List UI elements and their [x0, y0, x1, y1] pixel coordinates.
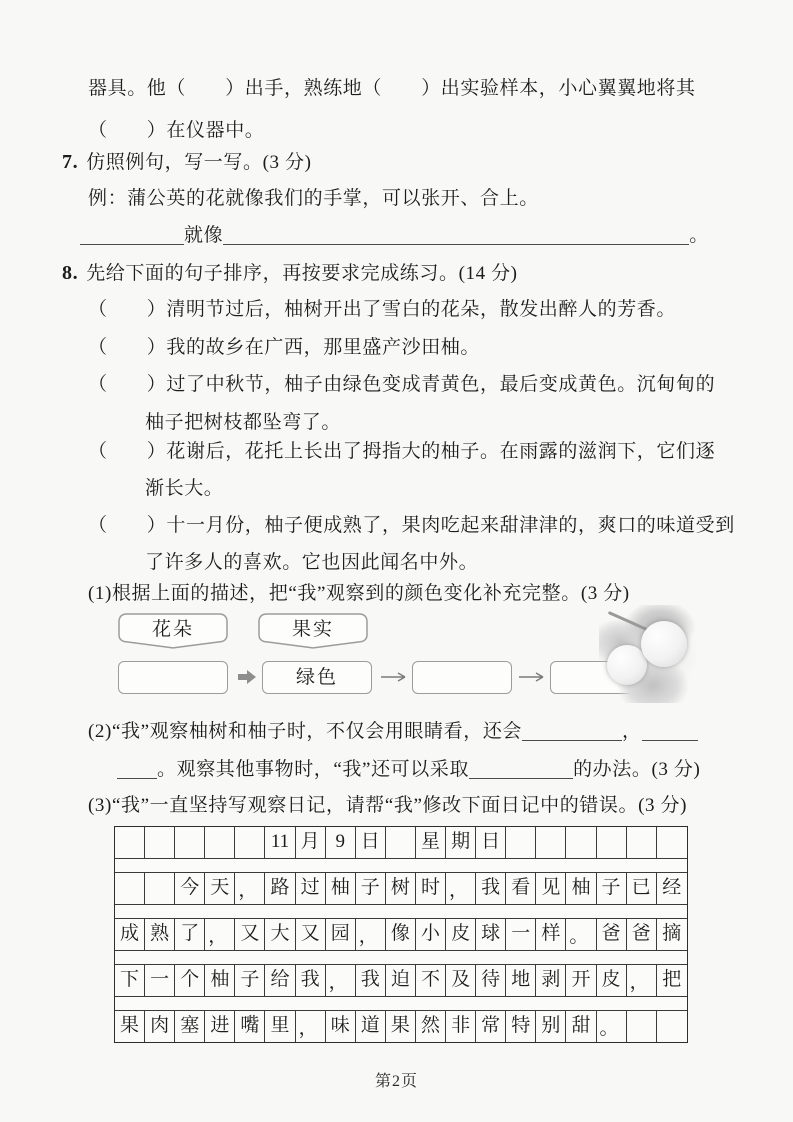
grid-cell	[597, 827, 627, 858]
page-number: 第2页	[374, 1073, 418, 1090]
grid-cell: 日	[476, 827, 506, 858]
grid-cell: 又	[235, 919, 265, 950]
grid-cell: 柚	[326, 873, 356, 904]
grid-cell: 皮	[597, 965, 627, 996]
banner-flower	[118, 613, 228, 649]
grid-cell: 我	[476, 873, 506, 904]
grid-cell	[627, 1011, 657, 1042]
bold-arrow-icon	[236, 668, 258, 686]
grid-cell: 像	[386, 919, 416, 950]
answer-blank	[522, 716, 622, 741]
arrow-icon	[380, 670, 408, 684]
grid-cell	[115, 827, 145, 858]
sentence-item: （ ）过了中秋节，柚子由绿色变成青黄色，最后变成黄色。沉甸甸的	[88, 374, 716, 395]
grid-cell	[657, 1011, 687, 1042]
grid-cell	[235, 827, 265, 858]
grid-cell	[506, 827, 536, 858]
sub-question-2-line-2	[117, 754, 700, 785]
question-7-fill-line	[80, 220, 709, 251]
grid-cell: 我	[296, 965, 326, 996]
grid-cell: ，	[205, 919, 235, 950]
grid-cell	[145, 827, 175, 858]
fill-period: 。	[689, 225, 709, 246]
question-8-header	[62, 258, 518, 289]
grid-cell: ，	[326, 965, 356, 996]
question-7-header	[62, 147, 312, 178]
grid-row	[115, 827, 687, 859]
grid-cell: 柚	[205, 965, 235, 996]
grid-cell: 摘	[662, 923, 682, 944]
grid-cell: 大	[265, 919, 295, 950]
grid-cell: 迫	[386, 965, 416, 996]
grid-spacer	[115, 905, 687, 919]
grid-cell: 剥	[536, 965, 566, 996]
grid-cell: 又	[296, 919, 326, 950]
grid-cell: 成	[115, 919, 145, 950]
question-7-title: 仿照例句，写一写。(3 分)	[86, 152, 312, 173]
grid-cell: 甜	[566, 1011, 596, 1042]
grid-cell: ，	[627, 965, 657, 996]
comma-separator: ，	[622, 721, 642, 742]
grid-row	[115, 1011, 687, 1042]
pomelo-fruit	[641, 621, 687, 667]
grid-cell: 柚	[566, 873, 596, 904]
grid-cell: 球	[476, 919, 506, 950]
banner-flower-label: 花朵	[151, 619, 194, 640]
grid-cell: 味	[326, 1011, 356, 1042]
grid-cell: 路	[265, 873, 295, 904]
answer-blank	[469, 754, 573, 779]
grid-cell	[657, 827, 687, 858]
grid-cell: 看	[506, 873, 536, 904]
grid-cell: ，	[356, 919, 386, 950]
sub-question-3-label: (3)“我”一直坚持写观察日记，请帮“我”修改下面日记中的错误。(3 分)	[88, 795, 687, 816]
question-7-number: 7.	[62, 151, 79, 173]
grid-cell: 爸	[627, 919, 657, 950]
grid-cell: 11	[265, 827, 295, 858]
grid-cell: 别	[536, 1011, 566, 1042]
grid-cell: 给	[265, 965, 295, 996]
grid-cell: 树	[386, 873, 416, 904]
sentence-item: （ ）花谢后，花托上长出了拇指大的柚子。在雨露的滋润下，它们逐	[88, 441, 716, 462]
answer-blank	[223, 220, 689, 245]
grid-cell: 经	[662, 877, 682, 898]
grid-row	[115, 919, 687, 951]
grid-cell: ，	[235, 873, 265, 904]
grid-cell: 把	[662, 969, 682, 990]
sentence-item: （ ）十一月份，柚子便成熟了，果肉吃起来甜津津的，爽口的味道受到	[88, 515, 735, 536]
grid-cell: 肉	[145, 1011, 175, 1042]
grid-cell: 嘴	[235, 1011, 265, 1042]
grid-spacer	[115, 997, 687, 1011]
grid-cell: 。	[566, 919, 596, 950]
grid-cell: ，	[296, 1011, 326, 1042]
question-7-example: 例：蒲公英的花就像我们的手掌，可以张开、合上。	[88, 188, 539, 209]
grid-cell: 道	[356, 1011, 386, 1042]
sentence-item-cont: 渐长大。	[145, 478, 224, 499]
grid-cell	[145, 873, 175, 904]
grid-cell: 进	[205, 1011, 235, 1042]
fill-connector: 就像	[184, 225, 224, 246]
grid-cell: 今	[175, 873, 205, 904]
grid-cell: 子	[597, 873, 627, 904]
grid-row	[115, 965, 687, 997]
intro-line-1: 器具。他（ ）出手，熟练地（ ）出实验样本，小心翼翼地将其	[88, 78, 696, 99]
grid-cell: 我	[356, 965, 386, 996]
grid-spacer	[115, 859, 687, 873]
grid-cell: 已	[627, 873, 657, 904]
sentence-item-cont: 了许多人的喜欢。它也因此闻名中外。	[145, 552, 479, 573]
grid-cell	[566, 827, 596, 858]
grid-cell	[205, 827, 235, 858]
grid-cell: 一	[145, 965, 175, 996]
grid-cell: 日	[356, 827, 386, 858]
grid-cell: 。	[597, 1011, 627, 1042]
grid-cell: 小	[416, 919, 446, 950]
grid-cell: 皮	[446, 919, 476, 950]
grid-cell: 月	[296, 827, 326, 858]
grid-cell: 园	[326, 919, 356, 950]
grid-cell: ，	[446, 873, 476, 904]
diary-grid	[114, 826, 688, 1043]
pomelo-fruit	[607, 645, 647, 685]
grid-spacer	[115, 951, 687, 965]
grid-cell	[386, 827, 416, 858]
grid-cell: 里	[265, 1011, 295, 1042]
banner-fruit-label: 果实	[291, 619, 334, 640]
grid-cell: 9	[326, 827, 356, 858]
grid-cell: 样	[536, 919, 566, 950]
pomelo-photo	[599, 605, 697, 703]
arrow-icon	[518, 670, 546, 684]
answer-blank	[117, 754, 157, 779]
question-8-title: 先给下面的句子排序，再按要求完成练习。(14 分)	[86, 263, 518, 284]
sentence-item-cont: 柚子把树枝都坠弯了。	[145, 412, 342, 433]
grid-cell: 特	[506, 1011, 536, 1042]
grid-cell: 爸	[597, 919, 627, 950]
grid-cell: 及	[446, 965, 476, 996]
grid-cell: 开	[566, 965, 596, 996]
grid-cell: 一	[506, 919, 536, 950]
sentence-item: （ ）我的故乡在广西，那里盛产沙田柚。	[88, 337, 481, 358]
grid-cell: 果	[115, 1011, 145, 1042]
grid-cell: 时	[416, 873, 446, 904]
grid-cell: 子	[235, 965, 265, 996]
flow-box-2: 绿色	[262, 661, 372, 694]
grid-cell: 塞	[175, 1011, 205, 1042]
grid-cell	[627, 827, 657, 858]
grid-cell: 不	[416, 965, 446, 996]
grid-cell: 熟	[145, 919, 175, 950]
grid-cell: 地	[506, 965, 536, 996]
intro-line-2: （ ）在仪器中。	[88, 120, 265, 141]
grid-cell	[115, 873, 145, 904]
question-8-number: 8.	[62, 262, 79, 284]
flow-box-3	[412, 661, 512, 694]
grid-row	[115, 873, 687, 905]
answer-blank	[80, 220, 184, 245]
grid-cell: 过	[296, 873, 326, 904]
grid-cell	[175, 827, 205, 858]
banner-fruit	[258, 613, 368, 649]
grid-cell: 了	[175, 919, 205, 950]
sub-question-2-text: 。观察其他事物时，“我”还可以采取	[157, 759, 470, 780]
grid-cell: 待	[476, 965, 506, 996]
grid-cell: 常	[476, 1011, 506, 1042]
grid-cell: 星	[416, 827, 446, 858]
grid-cell: 子	[356, 873, 386, 904]
sub-question-2-text: 的办法。(3 分)	[573, 759, 701, 780]
grid-cell: 果	[386, 1011, 416, 1042]
sub-question-1-label: (1)根据上面的描述，把“我”观察到的颜色变化补充完整。(3 分)	[88, 583, 630, 604]
grid-cell: 非	[446, 1011, 476, 1042]
sentence-item: （ ）清明节过后，柚树开出了雪白的花朵，散发出醉人的芳香。	[88, 299, 677, 320]
grid-cell: 见	[536, 873, 566, 904]
answer-blank	[642, 716, 698, 741]
sub-question-2-text: (2)“我”观察柚树和柚子时，不仅会用眼睛看，还会	[88, 721, 523, 742]
grid-cell: 个	[175, 965, 205, 996]
grid-cell: 天	[205, 873, 235, 904]
flow-box-1	[118, 661, 228, 694]
grid-cell: 然	[416, 1011, 446, 1042]
grid-cell: 下	[115, 965, 145, 996]
grid-cell: 期	[446, 827, 476, 858]
grid-cell	[536, 827, 566, 858]
sub-question-2-line-1	[88, 716, 698, 747]
